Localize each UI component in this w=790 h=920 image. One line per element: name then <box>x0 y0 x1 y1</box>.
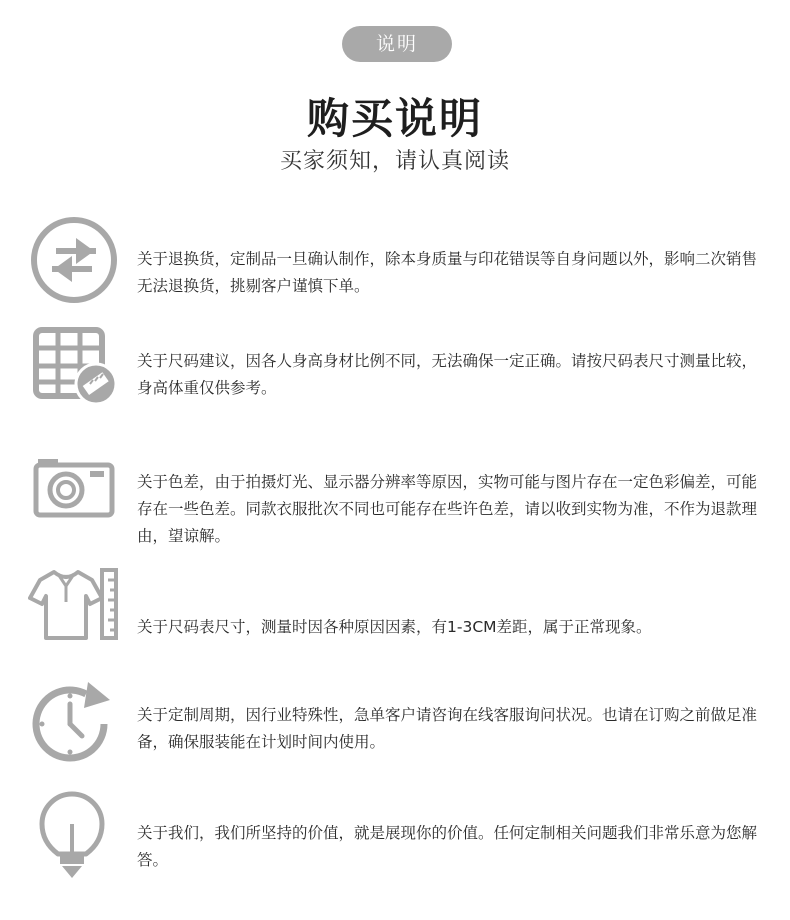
clock-icon <box>28 678 120 770</box>
notice-text: 关于退换货，定制品一旦确认制作，除本身质量与印花错误等自身问题以外，影响二次销售无法退换货，挑剔客户谨慎下单。 <box>137 250 758 295</box>
notice-text: 关于色差，由于拍摄灯光、显示器分辨率等原因，实物可能与图片存在一定色彩偏差，可能存在一些色差。同款衣服批次不同也可能存在些许色差，请以收到实物为准，不作为退款理由，望谅解。 <box>137 473 758 545</box>
page-title: 购买说明 <box>306 94 483 143</box>
shirt-ruler-icon <box>28 562 120 654</box>
page-subtitle: 买家须知，请认真阅读 <box>279 149 510 174</box>
exchange-arrows-icon <box>28 214 120 306</box>
camera-icon <box>28 445 120 537</box>
size-chart-ruler-icon <box>28 322 120 414</box>
notice-text: 关于我们，我们所坚持的价值，就是展现你的价值。任何定制相关问题我们非常乐意为您解答。 <box>137 824 758 869</box>
notice-text: 关于尺码建议，因各人身高身材比例不同，无法确保一定正确。请按尺码表尺寸测量比较，身高体重仅供参考。 <box>137 352 758 397</box>
section-badge: 说明 <box>342 26 452 62</box>
notice-text: 关于定制周期，因行业特殊性，急单客户请咨询在线客服询问状况。也请在订购之前做足准备，确保服装能在计划时间内使用。 <box>137 706 758 751</box>
lightbulb-icon <box>28 788 120 880</box>
notice-text: 关于尺码表尺寸，测量时因各种原因因素，有1-3CM差距，属于正常现象。 <box>137 618 652 636</box>
